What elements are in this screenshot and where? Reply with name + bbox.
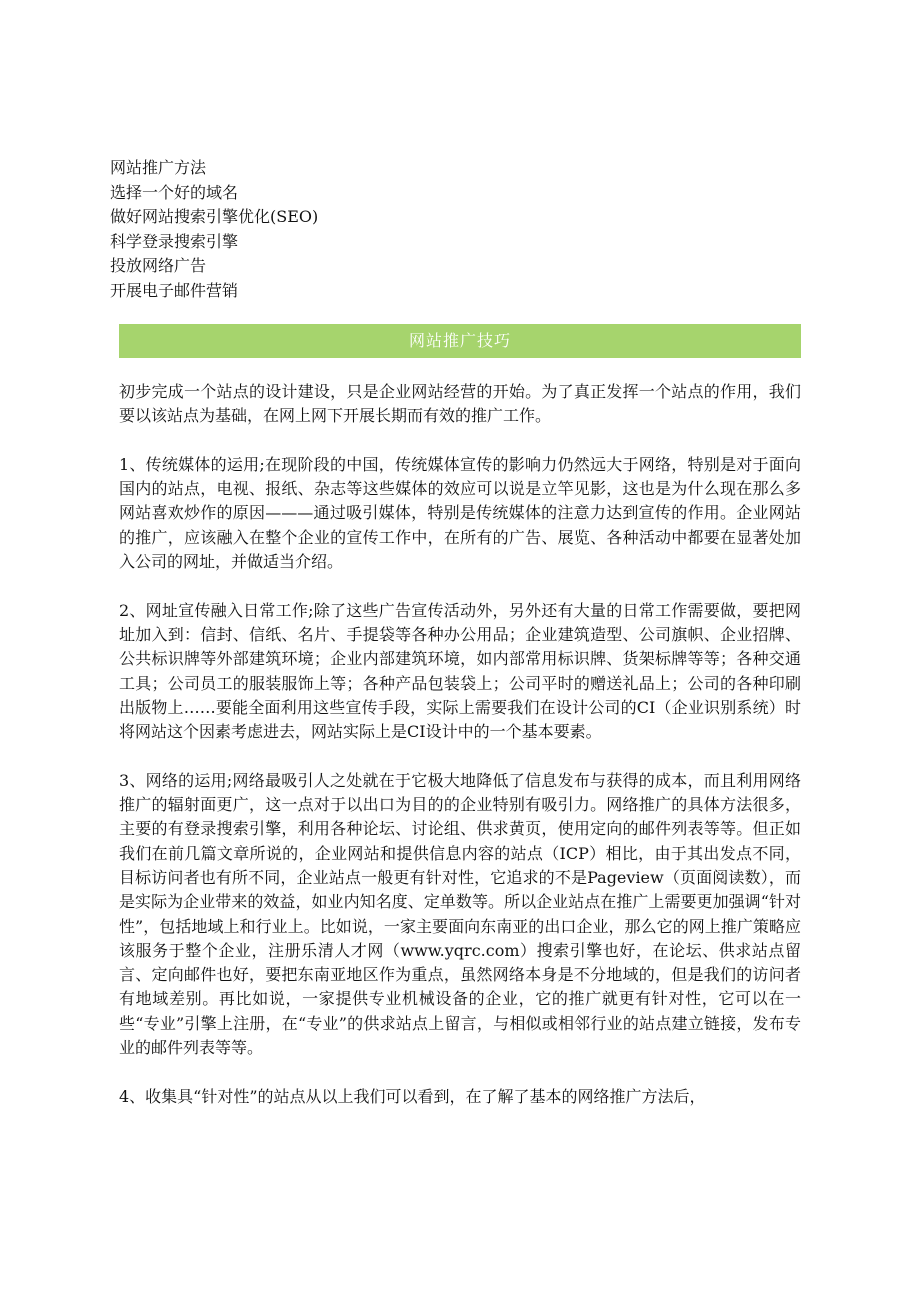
method-list-heading: 网站推广方法 [110, 158, 207, 177]
section-header-bar [119, 324, 801, 358]
paragraph-targeted-sites: 4、收集具“针对性”的站点从以上我们可以看到，在了解了基本的网络推广方法后， [119, 1086, 706, 1106]
section-title: 网站推广技巧 [408, 331, 511, 350]
paragraph-intro: 初步完成一个站点的设计建设，只是企业网站经营的开始。为了真正发挥一个站点的作用，我们要以该站点为基础，在网上网下开展长期而有效的推广工作。 [119, 382, 801, 426]
paragraph-traditional-media: 1、传统媒体的运用;在现阶段的中国，传统媒体宣传的影响力仍然远大于网络，特别是对于面向国内的站点，电视、报纸、杂志等这些媒体的效应可以说是立竿见影，这也是为什么现在那么多网站喜欢炒作的原因———通过吸引媒体，特别是传统媒体的注意力达到宣传的作用。企业网站的推广，应该融入在整个企业的宣传工作中，在所有的广告、展览、各种活动中都要在显著处加入公司的网址，并做适当介绍。 [119, 454, 801, 572]
method-item-search-engine-submission: 科学登录搜索引擎 [110, 231, 239, 251]
paragraph-network: 3、网络的运用;网络最吸引人之处就在于它极大地降低了信息发布与获得的成本，而且利用网络推广的辐射面更广，这一点对于以出口为目的的企业特别有吸引力。网络推广的具体方法很多，主要的有登录搜索引擎，利用各种论坛、讨论组、供求黄页，使用定向的邮件列表等等。但正如我们在前几篇文章所说的，企业网站和提供信息内容的站点（ICP）相比，由于其出发点不同，目标访问者也有所不同，企业站点一般更有针对性，它追求的不是Pageview（页面阅读数），而是实际为企业带来的效益，如业内知名度、定单数等。所以企业站点在推广上需要更加强调“针对性”，包括地域上和行业上。比如说，一家主要面向东南亚的出口企业，那么它的网上推广策略应该服务于整个企业，注册乐清人才网（www.yqrc.com）搜索引擎也好，在论坛、供求站点留言、定向邮件也好，要把东南亚地区作为重点，虽然网络本身是不分地域的，但是我们的访问者有地域差别。再比如说，一家提供专业机械设备的企业，它的推广就更有针对性，它可以在一些“专业”引擎上注册，在“专业”的供求站点上留言，与相似或相邻行业的站点建立链接，发布专业的邮件列表等等。 [119, 770, 801, 1058]
method-item-seo: 做好网站搜索引擎优化(SEO) [110, 207, 319, 226]
paragraph-daily-work: 2、网址宣传融入日常工作;除了这些广告宣传活动外，另外还有大量的日常工作需要做，要把网址加入到：信封、信纸、名片、手提袋等各种办公用品；企业建筑造型、公司旗帜、企业招牌、公共标识牌等外部建筑环境；企业内部建筑环境，如内部常用标识牌、货架标牌等等；各种交通工具；公司员工的服装服饰上等；各种产品包装袋上；公司平时的赠送礼品上；公司的各种印刷出版物上……要能全面利用这些宣传手段，实际上需要我们在设计公司的CI（企业识别系统）时将网站这个因素考虑进去，网站实际上是CI设计中的一个基本要素。 [119, 600, 801, 742]
method-item-online-ads: 投放网络广告 [110, 256, 207, 275]
method-item-email-marketing: 开展电子邮件营销 [110, 280, 239, 300]
method-list [110, 156, 510, 303]
article-body [119, 380, 801, 1133]
method-item-domain: 选择一个好的域名 [110, 182, 239, 202]
